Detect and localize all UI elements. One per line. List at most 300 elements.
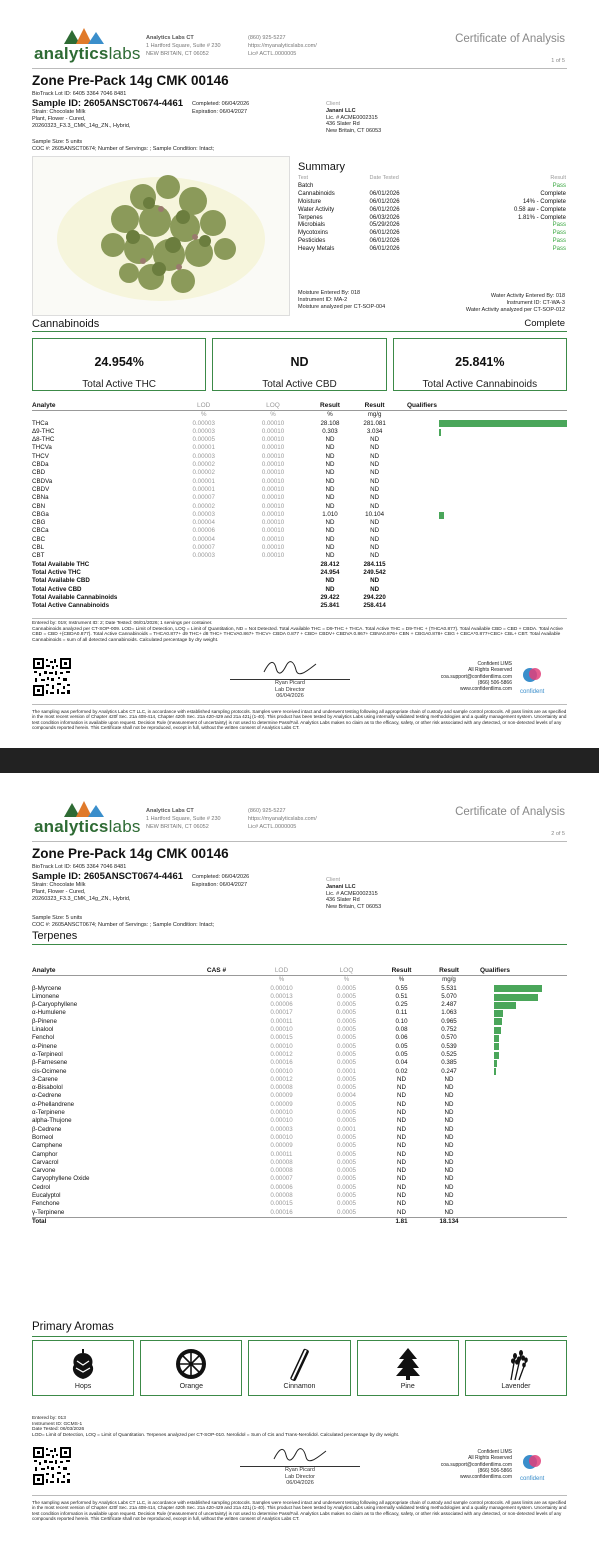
cannabinoids-entered: Entered by: 019; Instrument ID: 2; Date Tested: 06/01/2026; 1 servings per container. [32,621,213,626]
lod-value: 0.00002 [192,469,215,477]
signer-name: Ryan Picard [275,680,305,687]
lod-value: 0.00006 [270,1183,293,1191]
analyte-name: Δ8-THC [32,436,55,444]
result-pct: ND [325,461,335,469]
cas-value [184,1068,249,1076]
loq-value: 0.00010 [261,552,285,560]
terpene-row [32,985,567,993]
analyte-name: Caryophyllene Oxide [32,1175,90,1183]
total-label: Total Active THC [82,379,157,390]
loq-value: 0.0005 [337,1100,356,1108]
disclaimer: The sampling was performed by Analytics Labs CT LLC, in accordance with established sampling protocols. Samples were received intact and underwent testing following all appropriate chain of custody and sample control protocols. All pass limits are as specified in the most recent version of Chapter 420f Sec. 21a 408-414, Chapter 420h Sec. 21a 420-429 and 21a 421j (1-40). This product has been tested by Analytics Labs using internally validated testing methodologies and a quality management system. Uncertainty and test condition information is available upon request. Decision Rule (measurement of uncertainty) is not used to determine Pass/Fail. Analytics Labs makes no claim as to the efficacy, safety, or other risk associated with any detected, or non-detected levels of any compounds reported herein. This Certificate shall not be reproduced, except in full, without the written consent of Analytics Labs CT. [32,709,567,731]
col-result-pct: Result [391,967,412,974]
result-mg: ND [370,494,380,502]
unit-cell: mg/g [367,411,382,419]
cas-value [184,1159,249,1167]
result-mg: ND [370,469,380,477]
confident-logo-icon [522,666,542,684]
terpene-row [32,1184,567,1192]
result-mg: 1.063 [441,1009,457,1017]
terpenes-title: Terpenes [32,930,78,942]
qualifier-cell [474,1009,567,1017]
lod-value: 0.00011 [270,1017,293,1025]
client-address-2: New Britain, CT 06053 [326,128,382,135]
terpene-row [32,1200,567,1208]
cas-value [184,1001,249,1009]
summary-result: Pass [552,230,566,237]
lod-value: 0.00012 [270,1050,293,1058]
cannabinoid-bar [439,512,444,519]
terpenes-divider [32,944,567,945]
client-label: Client [326,101,341,107]
total-value: ND [290,355,309,369]
result-pct: 0.05 [395,1050,408,1058]
cas-value [184,1009,249,1017]
terpenes-table [32,967,567,1226]
lod-value: 0.00008 [270,1192,293,1200]
col-analyte: Analyte [32,402,56,409]
result-pct: ND [325,444,335,452]
loq-value: 0.00010 [261,436,285,444]
lab-name: Analytics Labs CT [146,808,194,814]
result-pct: ND [397,1150,406,1158]
result-mg: ND [444,1175,454,1183]
result-mg: ND [444,1183,454,1191]
analyte-name: 3-Carene [32,1075,58,1083]
confident-logo-icon [522,1453,542,1471]
qr-code[interactable] [32,657,72,697]
lod-value: 0.00009 [270,1092,293,1100]
summary-test: Pesticides [298,238,326,245]
qualifier-cell [474,1076,567,1084]
total-value: 24.954% [94,355,144,369]
terpene-bar [494,1027,501,1034]
terpene-bar [494,985,542,992]
summary-date [370,183,465,191]
loq-value: 0.00010 [261,519,285,527]
cas-value [184,1175,249,1183]
cas-value [184,1109,249,1117]
total-mg: 249.542 [363,568,386,576]
analyte-name: α-Pinene [32,1042,57,1050]
lod-value: 0.00008 [270,1084,293,1092]
lab-address-1: 1 Hartford Square, Suite # 230 [146,816,221,822]
qualifier-cell [474,1043,567,1051]
logo-text-bold: analytics [34,44,109,63]
terpene-row [32,1059,567,1067]
qr-code-icon [32,1446,72,1486]
lod-value: 0.00008 [270,1158,293,1166]
cas-value [184,1051,249,1059]
loq-value: 0.0005 [337,992,356,1000]
water-activity-info [466,293,565,313]
loq-value: 0.0005 [337,1208,356,1216]
cannabinoids-header-row [32,402,567,411]
result-pct: 28.108 [320,419,340,427]
qualifier-cell [474,985,567,993]
col-cas: CAS # [206,967,227,974]
summary-test: Heavy Metals [298,246,335,253]
lims-website[interactable]: www.confidentlims.com [460,1474,512,1481]
result-mg: ND [444,1109,454,1117]
analyte-name: CBL [32,544,45,552]
lod-value: 0.00007 [192,494,215,502]
total-name: Total [32,1217,47,1225]
total-pct: 24.954 [320,568,340,576]
lod-value: 0.00005 [192,436,215,444]
cannabinoid-total-row [32,569,567,577]
cannabinoid-row [32,511,567,519]
terpene-row [32,1009,567,1017]
lod-value: 0.00015 [270,1034,293,1042]
qualifier-cell [474,1034,567,1042]
loq-value: 0.0005 [337,984,356,992]
cannabinoid-totals [32,338,567,391]
analyte-name: Eucalyptol [32,1192,61,1200]
cas-value [184,985,249,993]
lims-phone: (866) 506-5866 [477,1467,512,1474]
result-mg: ND [370,544,380,552]
unit-cell [397,411,567,420]
loq-value: 0.0005 [337,1050,356,1058]
col-result-mg: Result [364,402,385,409]
lod-value: 0.00013 [270,992,293,1000]
cannabinoid-row [32,478,567,486]
col-lod: LOD [197,402,211,409]
lod-value: 0.00002 [192,502,215,510]
loq-value: 0.00010 [261,510,285,518]
lims-line-1: Confident LIMS [477,661,512,667]
units-row [32,411,567,420]
disclaimer: The sampling was performed by Analytics Labs CT LLC, in accordance with established sampling protocols. Samples were received intact and underwent testing following all appropriate chain of custody and sample control protocols. All pass limits are as specified in the most recent version of Chapter 420f Sec. 21a 408-414, Chapter 420h Sec. 21a 420-429 and 21a 421j (1-40). This product has been tested by Analytics Labs using internally validated testing methodologies and a quality management system. Uncertainty and test condition information is available upon request. Decision Rule (measurement of uncertainty) is not used to determine Pass/Fail. Analytics Labs makes no claim as to the efficacy, safety, or other risk associated with any detected, or non-detected levels of any compounds reported herein. This Certificate shall not be reproduced, except in full, without the written consent of Analytics Labs CT. [32,1500,567,1522]
loq-value: 0.00010 [261,502,285,510]
coa-page-1 [0,0,599,748]
signature-block [230,658,350,699]
lims-email[interactable]: coa.support@confidentlims.com [440,673,512,680]
lod-value: 0.00010 [270,1133,293,1141]
analyte-name: Carvone [32,1167,56,1175]
terpene-total-row [32,1217,567,1226]
analyte-name: Cedrol [32,1183,51,1191]
qualifier-cell [474,1184,567,1192]
signature-icon [260,658,320,676]
terpene-row [32,1134,567,1142]
qualifier-cell [397,486,567,494]
analyte-name: Camphor [32,1150,58,1158]
aroma-cinnamon [248,1340,350,1396]
header-divider [32,841,567,842]
loq-value: 0.0005 [337,1167,356,1175]
summary-row [298,222,566,230]
result-pct: 1.010 [322,510,338,518]
result-pct: 0.11 [395,1009,408,1017]
biotrack-id: BioTrack Lot ID: 6405 3364 7046 8481 [32,91,127,97]
result-mg: ND [370,519,380,527]
summary-test: Water Activity [298,206,335,213]
analyte-name: α-Terpinene [32,1109,65,1117]
loq-value: 0.00010 [261,485,285,493]
summary-date: 06/01/2026 [369,198,400,205]
analyte-name: Fenchol [32,1034,55,1042]
result-mg: ND [370,527,380,535]
result-pct: 0.55 [395,984,408,992]
terpene-row [32,1068,567,1076]
terpene-row [32,1167,567,1175]
result-mg: 5.070 [441,992,457,1000]
loq-value: 0.0005 [337,1150,356,1158]
lod-value: 0.00006 [192,527,215,535]
signer-role: Lab Director [275,686,305,693]
lod-value: 0.00006 [270,1001,293,1009]
terpene-row [32,1192,567,1200]
result-mg: ND [444,1092,454,1100]
total-mg: ND [370,585,380,593]
result-pct: ND [397,1167,406,1175]
loq-value: 0.00010 [261,427,285,435]
summary-date: 06/01/2026 [369,190,400,197]
loq-value: 0.0005 [337,1117,356,1125]
lab-website[interactable]: https://myanalyticslabs.com/ [248,816,317,822]
cannabinoid-total-row [32,594,567,602]
qualifier-cell [474,1134,567,1142]
qualifier-cell [474,1059,567,1067]
lims-line-2: All Rights Reserved [468,667,512,674]
result-mg: ND [370,452,380,460]
analyte-name: Borneol [32,1133,54,1141]
total-pct: ND [325,577,335,585]
result-mg: ND [444,1133,454,1141]
result-pct: ND [397,1125,406,1133]
result-pct: ND [397,1133,406,1141]
aroma-label: Lavender [501,1383,531,1390]
client-address-1: 436 Slater Rd [326,897,360,904]
lod-value: 0.00017 [270,1009,293,1017]
qualifier-cell [474,1151,567,1159]
result-pct: 0.02 [395,1067,408,1075]
result-pct: ND [397,1208,406,1216]
signature-date: 06/04/2026 [286,1479,314,1486]
lod-value: 0.00009 [270,1142,293,1150]
unit-cell [32,976,184,985]
loq-value: 0.0005 [337,1026,356,1034]
signature-date: 06/04/2026 [276,692,304,699]
completed-date: Completed: 06/04/2026 [192,101,250,107]
lod-value: 0.00003 [192,427,215,435]
terpene-row [32,1101,567,1109]
cas-value [184,1117,249,1125]
result-mg: ND [370,444,380,452]
completed-date: Completed: 06/04/2026 [192,874,250,880]
terpene-bar [494,1068,496,1075]
terpene-row [32,1126,567,1134]
qualifier-cell [474,1192,567,1200]
result-pct: ND [325,519,335,527]
qualifier-cell [474,1142,567,1150]
total-pct: ND [325,585,335,593]
lims-website[interactable]: www.confidentlims.com [460,686,512,693]
result-mg: ND [370,502,380,510]
aroma-label: Pine [400,1383,415,1390]
lod-value: 0.00007 [270,1175,293,1183]
summary-row [298,199,566,207]
qualifier-cell [474,993,567,1001]
qualifier-cell [397,519,567,527]
loq-value: 0.0004 [337,1092,356,1100]
summary-result: Pass [552,222,566,229]
terpene-bar [494,1060,497,1067]
lims-email[interactable]: coa.support@confidentlims.com [440,1461,512,1468]
qualifier-cell [474,1167,567,1175]
lod-value: 0.00011 [270,1150,293,1158]
result-pct: ND [397,1075,406,1083]
cannabinoid-row [32,420,567,428]
result-pct: ND [325,502,335,510]
cannabinoids-notes [32,621,567,643]
aroma-hops [32,1340,134,1396]
qualifier-cell [474,1209,567,1218]
analyte-name: Camphene [32,1142,63,1150]
qualifier-cell [397,453,567,461]
lims-phone: (866) 506-5866 [477,679,512,686]
lod-value: 0.00016 [270,1059,293,1067]
terpene-bar [494,994,538,1001]
moisture-sop: Moisture analyzed per CT-SOP-004 [298,303,386,310]
result-mg: ND [444,1208,454,1216]
qualifier-cell [397,420,567,428]
result-mg: ND [444,1100,454,1108]
biotrack-id: BioTrack Lot ID: 6405 3364 7046 8481 [32,864,127,870]
loq-value: 0.00010 [261,494,285,502]
summary-row [298,207,566,215]
qualifier-cell [397,536,567,544]
lims-line-1: Confident LIMS [477,1449,512,1455]
terpene-bar [494,1018,502,1025]
loq-value: 0.0001 [337,1125,356,1133]
result-mg: ND [444,1075,454,1083]
aromas-title: Primary Aromas [32,1321,114,1333]
lod-value: 0.00004 [192,519,215,527]
lod-value: 0.00001 [192,444,215,452]
result-pct: ND [325,477,335,485]
cannabinoid-row [32,544,567,552]
units-row [32,976,567,985]
summary-header-result: Result [550,175,566,181]
analyte-name: CBDVa [32,477,53,485]
loq-value: 0.00010 [261,444,285,452]
loq-value: 0.0005 [337,1084,356,1092]
lab-contact [248,807,317,831]
lab-info [146,807,221,831]
logo-text-bold: analytics [34,817,109,836]
result-mg: 0.570 [441,1034,457,1042]
total-active-thc-box [32,338,206,391]
terpene-row [32,1018,567,1026]
loq-value: 0.0005 [337,1175,356,1183]
loq-value: 0.00010 [261,419,285,427]
cannabinoid-row [32,527,567,535]
lod-value: 0.00010 [270,1117,293,1125]
analyte-name: CBCa [32,527,49,535]
result-pct: ND [397,1109,406,1117]
cannabinoids-divider [32,331,567,332]
cas-value [184,1059,249,1067]
loq-value: 0.0001 [337,1067,356,1075]
analyte-name: Limonene [32,992,60,1000]
analyte-name: Fenchone [32,1200,60,1208]
terpene-bar [494,1035,499,1042]
qualifier-cell [474,1200,567,1208]
client-address-1: 436 Slater Rd [326,121,360,128]
result-pct: ND [397,1142,406,1150]
result-pct: 0.303 [322,427,338,435]
terpene-row [32,1151,567,1159]
expiration-date: Expiration: 06/04/2027 [192,109,248,115]
result-pct: ND [325,552,335,560]
cannabinoids-method: Cannabinoids analyzed per CT-SOP-009. LOD= Limit of Detection, LOQ = Limit of Quantitation, ND = Not Detected. Total Available THC = D9-THC + THCA. Total Active THC = D9-THC + (THCA0.877). Total Available CBD = CBD + CBDA. Total Active CBD = CBD +(CBDA0.877). Total Active Cannabinoids = THCA0.877+ d9 THC+ d8 THC+ THCVA0.867+ THCV+ CBDA 0.877 + CBD+ CBDV+ CBDVA 0.867+ CBNA0.876+ CBN + CBGA0.878+ CBG + CBCA*0.877+CBC+ CBL+ CBT. Total Available Cannabinoids = sum of all detected cannabinoids. Calculated percentage by dry weight. [32,626,563,643]
cas-value [184,1043,249,1051]
result-pct: 0.25 [395,1001,408,1009]
summary-date: 05/29/2026 [369,222,400,229]
col-analyte: Analyte [32,967,56,974]
lod-value: 0.00003 [192,552,215,560]
cas-value [184,1134,249,1142]
lod-value: 0.00010 [270,1109,293,1117]
summary-table [298,175,566,254]
analyte-name: CBD [32,469,46,477]
terpene-row [32,1051,567,1059]
analyte-name: γ-Terpinene [32,1208,65,1216]
analyte-name: α-Bisabolol [32,1084,63,1092]
lab-website[interactable]: https://myanalyticslabs.com/ [248,43,317,49]
analyte-name: Δ9-THC [32,427,55,435]
summary-result: Pass [552,182,566,189]
qualifier-cell [397,503,567,511]
summary-header-date: Date Tested [369,175,399,181]
terpene-bar [494,1052,499,1059]
lab-phone: (860) 925-5227 [248,35,286,41]
cannabinoid-row [32,461,567,469]
terpene-bar [494,1043,499,1050]
qualifier-cell [474,1159,567,1167]
cas-value [184,1092,249,1100]
summary-header-row [298,175,566,183]
aroma-pine [357,1340,459,1396]
cannabinoid-total-row [32,586,567,594]
loq-value: 0.0005 [337,1142,356,1150]
result-pct: ND [397,1175,406,1183]
qualifier-cell [474,1018,567,1026]
qualifier-cell [474,1175,567,1183]
qr-code[interactable] [32,1446,72,1486]
client-license: Lic. # ACME0002315 [326,114,378,121]
page-number: 2 of 5 [551,831,565,837]
loq-value: 0.00010 [261,477,285,485]
loq-value: 0.0005 [337,1001,356,1009]
client-info [326,877,381,911]
result-mg: ND [370,535,380,543]
result-pct: ND [325,494,335,502]
result-mg: 0.525 [441,1050,457,1058]
hops-icon [68,1347,98,1381]
result-pct: 0.10 [395,1017,408,1025]
logo-mountains-icon [64,26,110,46]
client-license: Lic. # ACME0002315 [326,890,378,897]
product-type: Plant, Flower - Cured, [32,115,86,122]
total-pct: 1.81 [395,1217,408,1225]
col-loq: LOQ [266,402,280,409]
aroma-label: Orange [179,1383,203,1390]
cas-value [184,1076,249,1084]
